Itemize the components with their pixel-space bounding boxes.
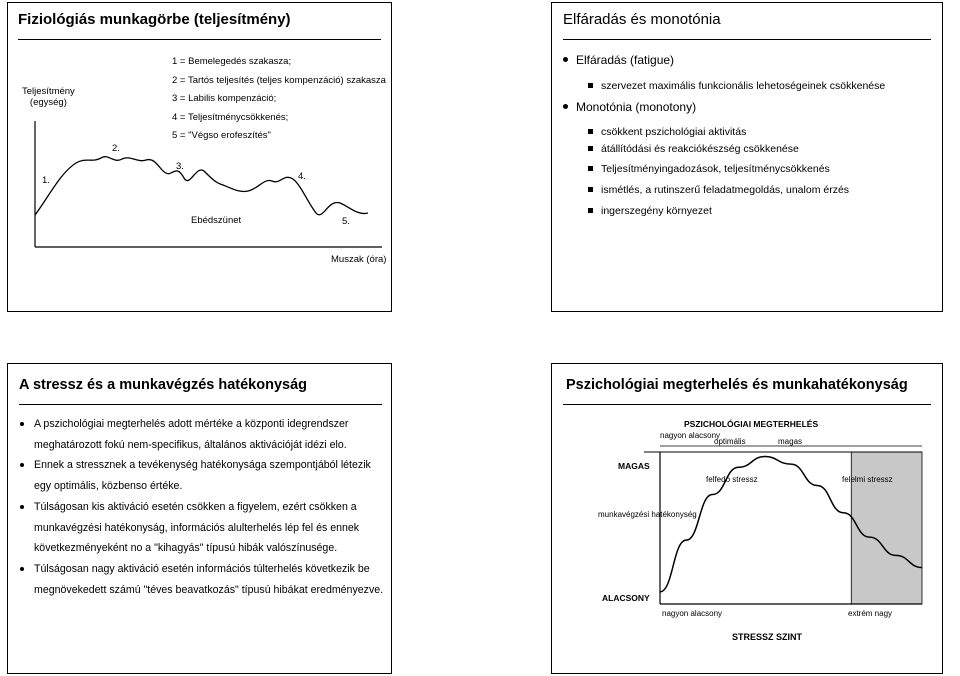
region-label-exploratory: felfedo stressz <box>706 475 758 484</box>
x-label-very-low: nagyon alacsony <box>662 609 723 618</box>
bullet-text: Monotónia (monotony) <box>576 100 697 114</box>
stress-efficiency-chart <box>552 364 944 675</box>
y-axis-label: munkavégzési hatékonység <box>598 510 697 519</box>
bullet-dot-icon <box>563 104 568 109</box>
bullet-square-icon <box>588 129 593 134</box>
paragraph-item <box>20 559 388 600</box>
top-label-very-low: nagyon alacsony <box>660 431 721 440</box>
bullet-square-icon <box>588 208 593 213</box>
slide-elfaradas <box>551 2 943 312</box>
phase-label-3: 3. <box>176 161 184 172</box>
legend-item: 2 = Tartós teljesítés (teljes kompenzáció) szakasza <box>172 74 386 86</box>
work-curve-diagram <box>8 3 393 313</box>
slide4-title: Pszichológiai megterhelés és munkahatékonyság <box>566 377 908 393</box>
bullet-square-icon <box>588 83 593 88</box>
legend-item: 4 = Teljesítménycsökkenés; <box>172 111 289 123</box>
chart-title: PSZICHOLÓGIAI MEGTERHELÉS <box>684 419 819 429</box>
paragraph-item <box>20 497 388 559</box>
bullet-monotony <box>563 100 696 114</box>
bullet-text: ingerszegény környezet <box>601 205 712 217</box>
slide3-title: A stressz és a munkavégzés hatékonyság <box>19 377 307 393</box>
paragraph-text: Túlságosan kis aktiváció esetén csökken a figyelem, ezért csökken a munkavégzési hatékonyság, információs alulterhelés lép fel és ennek következményeként no a "kihagyás" típusú hibák valószínusége. <box>34 500 360 555</box>
paragraph-text: Ennek a stressznek a tevékenység hatékonysága szempontjából létezik egy optimális, közbenso értéke. <box>34 459 371 493</box>
top-label-optimal: optimális <box>714 437 746 446</box>
y-high-label: MAGAS <box>618 461 650 471</box>
legend-item: 1 = Bemelegedés szakasza; <box>172 56 292 67</box>
title-underline <box>19 404 382 405</box>
bullet-sub <box>588 205 712 217</box>
y-axis-label-line2: (egység) <box>29 97 67 108</box>
bullet-square-icon <box>588 187 593 192</box>
paragraph-text: Túlságosan nagy aktiváció esetén információs túlterhelés következik be megnövekedett számú "téves beavatkozás" típusú hibákat eredményezve. <box>34 562 384 596</box>
work-curve <box>35 157 368 215</box>
bullet-sub <box>588 163 830 175</box>
y-axis-label-line1: Teljesítmény <box>22 86 75 97</box>
phase-label-2: 2. <box>112 143 120 154</box>
title-underline <box>563 39 931 40</box>
bullet-text: Elfáradás (fatigue) <box>576 53 675 67</box>
bullet-dot-icon <box>563 57 568 62</box>
bullet-sub <box>588 126 746 138</box>
bullet-fatigue <box>563 53 674 67</box>
paragraph-text: A pszichológiai megterhelés adott mértéke a központi idegrendszer meghatározott fokú nem-specifikus, általános aktivációját idézi elo. <box>34 418 349 451</box>
bullet-square-icon <box>588 146 593 151</box>
slide2-title: Elfáradás és monotónia <box>563 11 721 28</box>
bullet-sub <box>588 80 885 92</box>
bullet-square-icon <box>588 166 593 171</box>
bullet-text: Teljesítményingadozások, teljesítménycsökkenés <box>601 163 830 175</box>
slide-stressz <box>7 363 392 674</box>
top-label-high: magas <box>778 437 803 446</box>
bullet-sub <box>588 184 849 196</box>
y-low-label: ALACSONY <box>602 593 650 603</box>
paragraph-item <box>20 414 388 455</box>
bullet-dot-icon <box>20 463 24 467</box>
slide-megterheles <box>551 363 943 674</box>
slide-munkagorbe <box>7 2 392 312</box>
x-axis-label: Muszak (óra) <box>331 254 387 265</box>
bullet-dot-icon <box>20 422 24 426</box>
phase-label-1: 1. <box>42 175 50 186</box>
phase-label-5: 5. <box>342 216 350 227</box>
bullet-text: átállítódási és reakciókészség csökkenése <box>601 143 799 155</box>
x-axis-label: STRESSZ SZINT <box>732 632 803 642</box>
phase-label-4: 4. <box>298 171 306 182</box>
legend-item: 5 = "Végso erofeszítés" <box>172 130 271 141</box>
legend-item: 3 = Labilis kompenzáció; <box>172 93 277 104</box>
bullet-text: szervezet maximális funkcionális lehetoségeinek csökkenése <box>601 80 886 92</box>
bullet-text: ismétlés, a rutinszerű feladatmegoldás, unalom érzés <box>601 184 850 196</box>
region-label-fear: felelmi stressz <box>842 475 893 484</box>
break-label: Ebédszünet <box>191 215 242 226</box>
bullet-sub <box>588 143 799 155</box>
slide1-title: Fiziológiás munkagörbe (teljesítmény) <box>18 11 291 28</box>
paragraph-item <box>20 455 388 496</box>
bullet-dot-icon <box>20 505 24 509</box>
x-label-extreme: extrém nagy <box>848 609 893 618</box>
bullet-dot-icon <box>20 567 24 571</box>
paragraph-list <box>20 414 388 600</box>
bullet-text: csökkent pszichológiai aktivitás <box>601 126 747 138</box>
